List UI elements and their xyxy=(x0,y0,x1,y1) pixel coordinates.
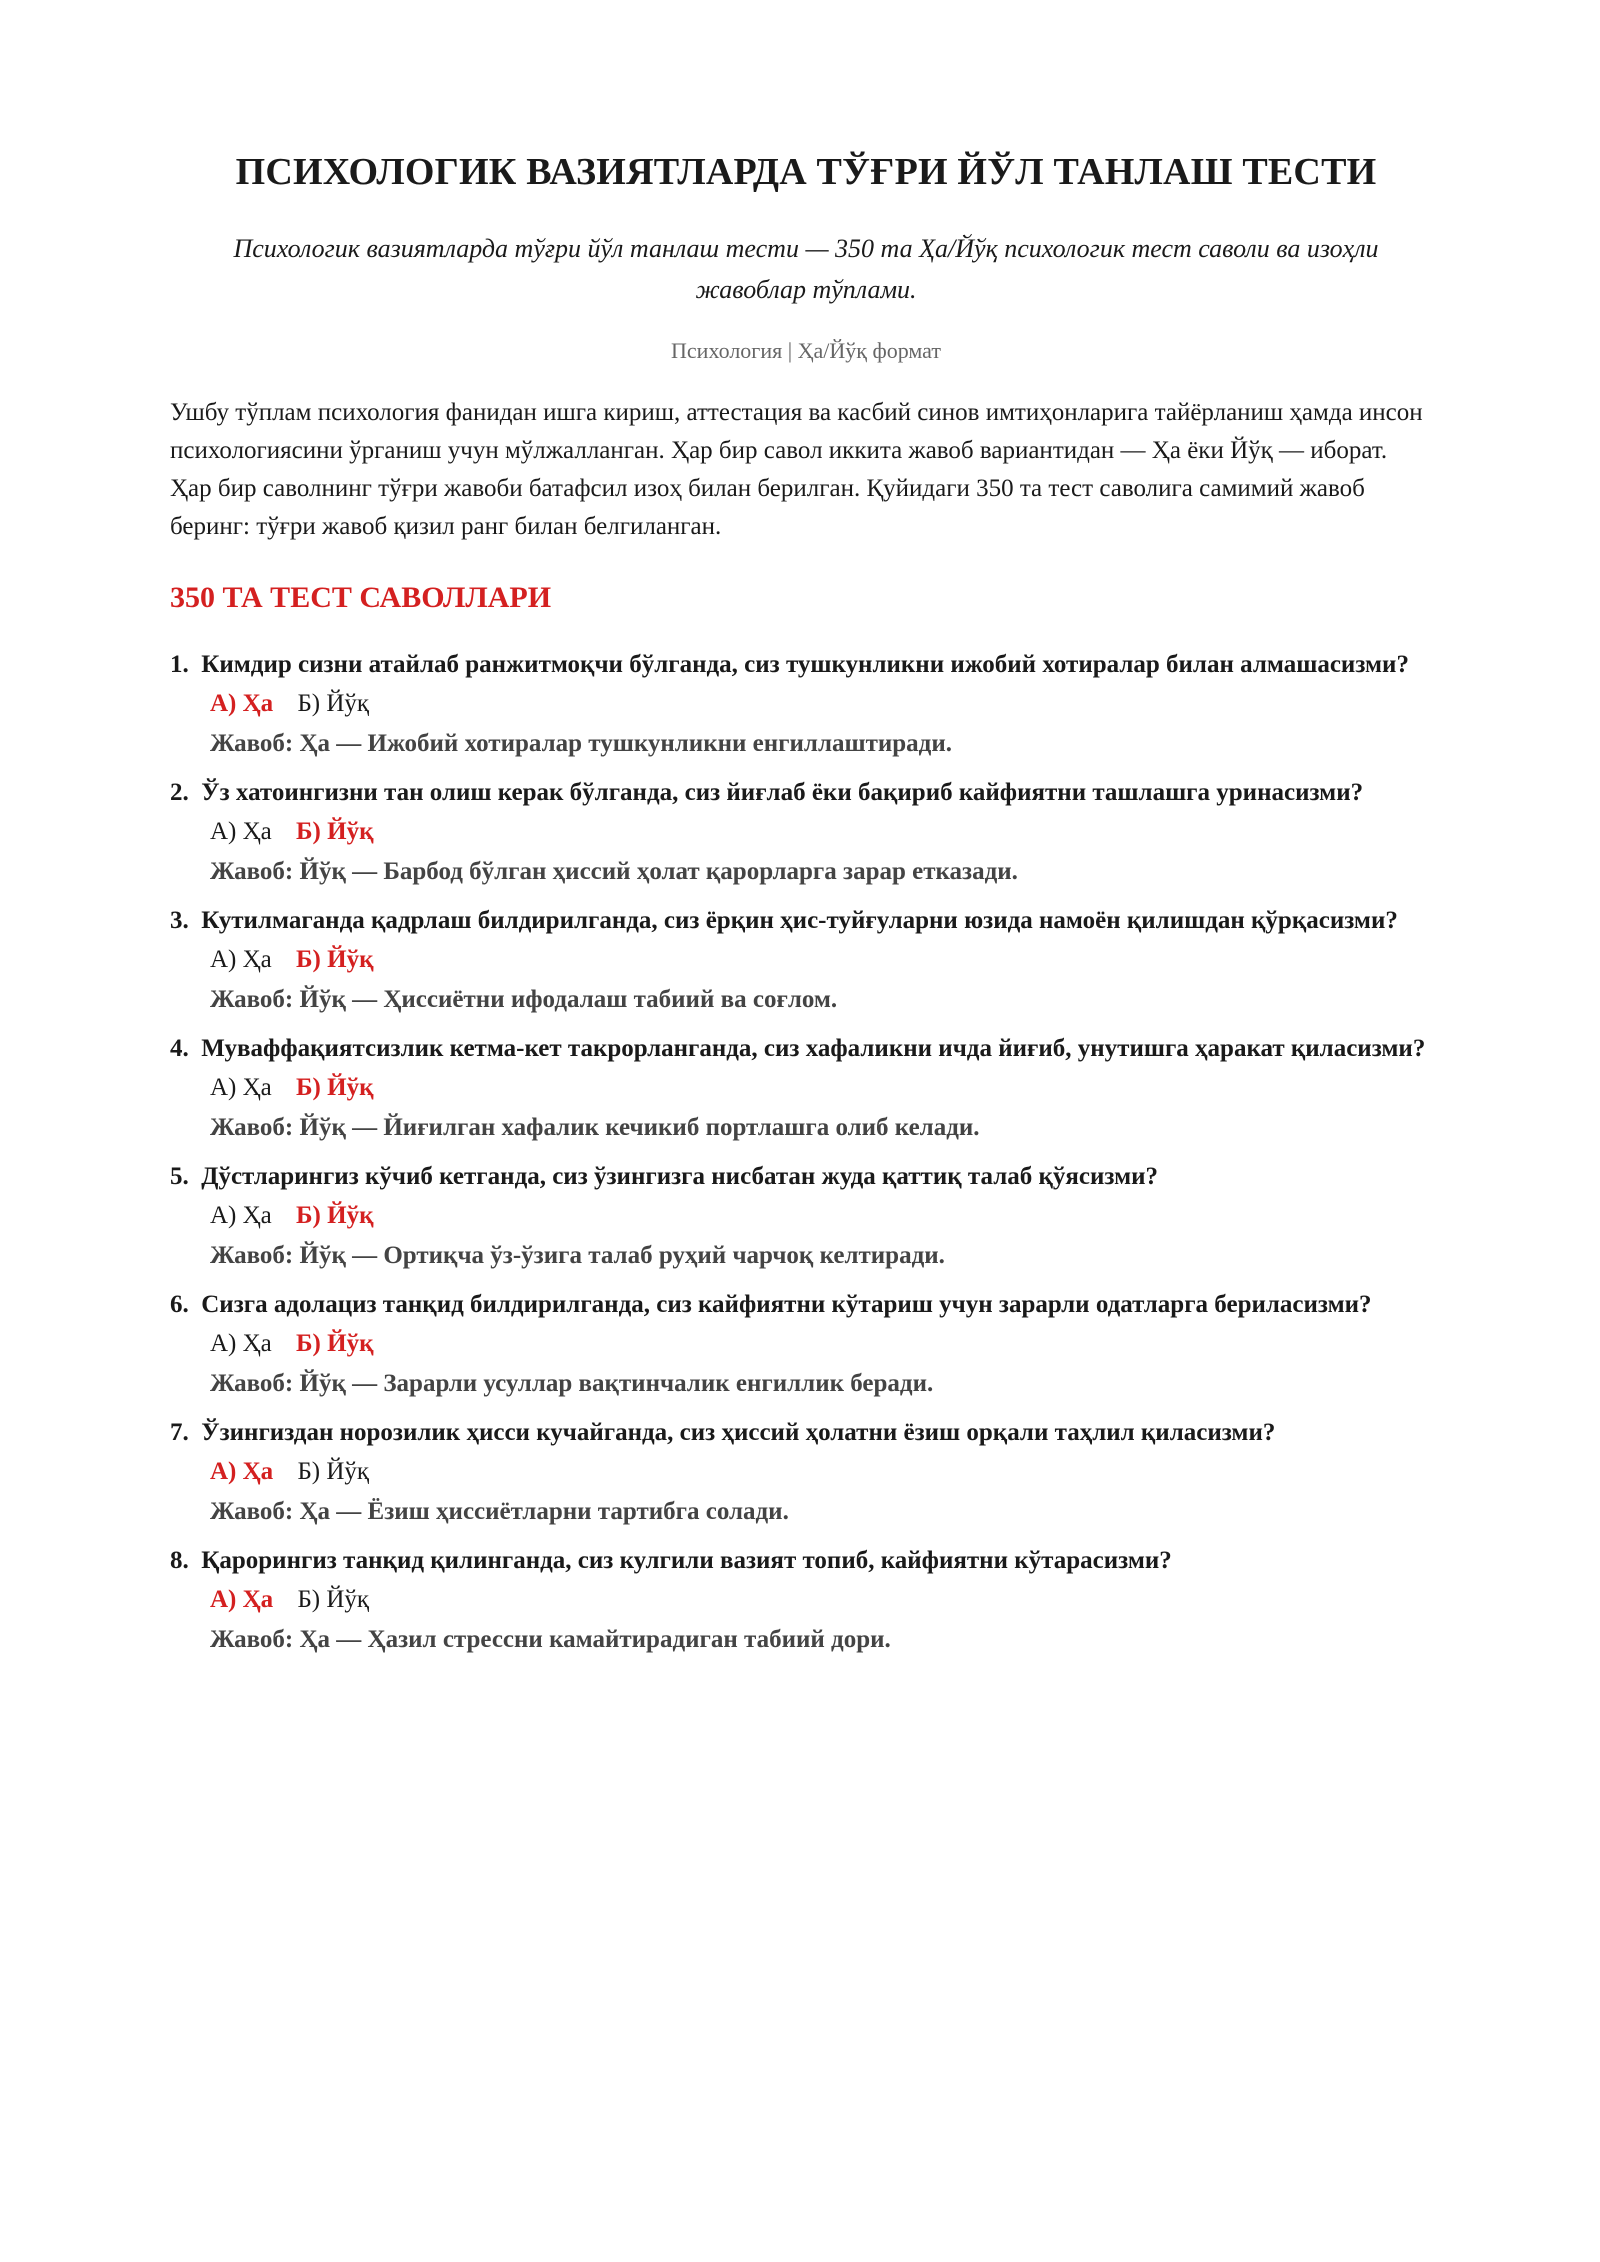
answer-explanation: Жавоб: Йўқ — Йиғилган хафалик кечикиб портлашга олиб келади. xyxy=(210,1113,980,1141)
answer-explanation: Жавоб: Ҳа — Ёзиш ҳиссиётларни тартибга солади. xyxy=(210,1497,789,1525)
section-heading: 350 ТА ТЕСТ САВОЛЛАРИ xyxy=(170,580,552,614)
question-body: Қарорингиз танқид қилинганда, сиз кулгили вазият топиб, кайфиятни кўтарасизми? xyxy=(201,1546,1172,1574)
document-meta: Психология | Ҳа/Йўқ формат xyxy=(671,337,941,363)
question-number: 5. xyxy=(170,1162,189,1190)
answer-options xyxy=(210,940,1442,980)
document-intro: Ушбу тўплам психология фанидан ишга кириш, аттестация ва касбий синов имтиҳонларига тайёрланиш ҳамда инсон психологиясини ўрганиш учун мўлжалланган. Ҳар бир савол иккита жавоб вариантидан — Ҳа ёки Йўқ — иборат. Ҳар бир саволнинг тўғри жавоби батафсил изоҳ билан берилган. Қуйидаги 350 та тест саволига самимий жавоб беринг: тўғри жавоб қизил ранг билан белгиланган. xyxy=(170,398,1423,540)
question-item xyxy=(170,1542,1442,1660)
question-body: Ўзингиздан норозилик ҳисси кучайганда, сиз ҳиссий ҳолатни ёзиш орқали таҳлил қиласизми? xyxy=(201,1418,1276,1446)
answer-options xyxy=(210,684,1442,724)
option-b[interactable]: Б) Йўқ xyxy=(296,1073,374,1101)
answer-options xyxy=(210,1580,1442,1620)
option-a[interactable]: А) Ҳа xyxy=(210,1457,274,1485)
option-a[interactable]: А) Ҳа xyxy=(210,1073,272,1101)
question-item xyxy=(170,774,1442,892)
document-page xyxy=(170,150,1442,1670)
question-text xyxy=(170,1030,1442,1068)
question-text xyxy=(170,1158,1442,1196)
question-number: 3. xyxy=(170,906,189,934)
question-number: 4. xyxy=(170,1034,189,1062)
question-body: Дўстларингиз кўчиб кетганда, сиз ўзингизга нисбатан жуда қаттиқ талаб қўясизми? xyxy=(201,1162,1159,1190)
question-number: 8. xyxy=(170,1546,189,1574)
answer-options xyxy=(210,1068,1442,1108)
question-text xyxy=(170,1542,1442,1580)
question-text xyxy=(170,902,1442,940)
option-b[interactable]: Б) Йўқ xyxy=(296,945,374,973)
option-a[interactable]: А) Ҳа xyxy=(210,817,272,845)
option-b[interactable]: Б) Йўқ xyxy=(296,817,374,845)
question-body: Кимдир сизни атайлаб ранжитмоқчи бўлганда, сиз тушкунликни ижобий хотиралар билан алмашасизми? xyxy=(201,650,1409,678)
question-list xyxy=(170,646,1442,1660)
question-number: 7. xyxy=(170,1418,189,1446)
question-item xyxy=(170,646,1442,764)
question-body: Муваффақиятсизлик кетма-кет такрорланганда, сиз хафаликни ичда йиғиб, унутишга ҳаракат қиласизми? xyxy=(201,1034,1426,1062)
option-a[interactable]: А) Ҳа xyxy=(210,1585,274,1613)
question-text xyxy=(170,774,1442,812)
question-number: 1. xyxy=(170,650,189,678)
question-item xyxy=(170,902,1442,1020)
question-item xyxy=(170,1286,1442,1404)
question-body: Сизга адолациз танқид билдирилганда, сиз кайфиятни кўтариш учун зарарли одатларга бериласизми? xyxy=(201,1290,1372,1318)
answer-explanation: Жавоб: Йўқ — Барбод бўлган ҳиссий ҳолат қарорларга зарар етказади. xyxy=(210,857,1018,885)
answer-explanation: Жавоб: Йўқ — Ортиқча ўз-ўзига талаб руҳий чарчоқ келтиради. xyxy=(210,1241,945,1269)
question-text xyxy=(170,646,1442,684)
question-text xyxy=(170,1286,1442,1324)
answer-explanation: Жавоб: Йўқ — Ҳиссиётни ифодалаш табиий ва соғлом. xyxy=(210,985,838,1013)
option-b[interactable]: Б) Йўқ xyxy=(297,689,370,717)
question-body: Ўз хатоингизни тан олиш керак бўлганда, сиз йиғлаб ёки бақириб кайфиятни ташлашга уринасизми? xyxy=(201,778,1364,806)
document-subtitle: Психологик вазиятларда тўғри йўл танлаш тести — 350 та Ҳа/Йўқ психологик тест саволи ва изоҳли жавоблар тўплами. xyxy=(233,233,1379,304)
option-a[interactable]: А) Ҳа xyxy=(210,1201,272,1229)
question-number: 6. xyxy=(170,1290,189,1318)
answer-explanation: Жавоб: Йўқ — Зарарли усуллар вақтинчалик енгиллик беради. xyxy=(210,1369,934,1397)
option-b[interactable]: Б) Йўқ xyxy=(296,1329,374,1357)
document-title: ПСИХОЛОГИК ВАЗИЯТЛАРДА ТЎҒРИ ЙЎЛ ТАНЛАШ ТЕСТИ xyxy=(235,151,1377,193)
question-number: 2. xyxy=(170,778,189,806)
option-a[interactable]: А) Ҳа xyxy=(210,689,274,717)
question-item xyxy=(170,1030,1442,1148)
option-b[interactable]: Б) Йўқ xyxy=(297,1457,370,1485)
question-item xyxy=(170,1414,1442,1532)
answer-options xyxy=(210,1324,1442,1364)
answer-options xyxy=(210,1196,1442,1236)
answer-explanation: Жавоб: Ҳа — Ҳазил стрессни камайтирадиган табиий дори. xyxy=(210,1625,891,1653)
option-b[interactable]: Б) Йўқ xyxy=(296,1201,374,1229)
answer-options xyxy=(210,812,1442,852)
answer-options xyxy=(210,1452,1442,1492)
answer-explanation: Жавоб: Ҳа — Ижобий хотиралар тушкунликни енгиллаштиради. xyxy=(210,729,952,757)
option-b[interactable]: Б) Йўқ xyxy=(297,1585,370,1613)
option-a[interactable]: А) Ҳа xyxy=(210,1329,272,1357)
option-a[interactable]: А) Ҳа xyxy=(210,945,272,973)
question-item xyxy=(170,1158,1442,1276)
question-text xyxy=(170,1414,1442,1452)
question-body: Кутилмаганда қадрлаш билдирилганда, сиз ёрқин ҳис-туйғуларни юзида намоён қилишдан қўрқасизми? xyxy=(201,906,1398,934)
